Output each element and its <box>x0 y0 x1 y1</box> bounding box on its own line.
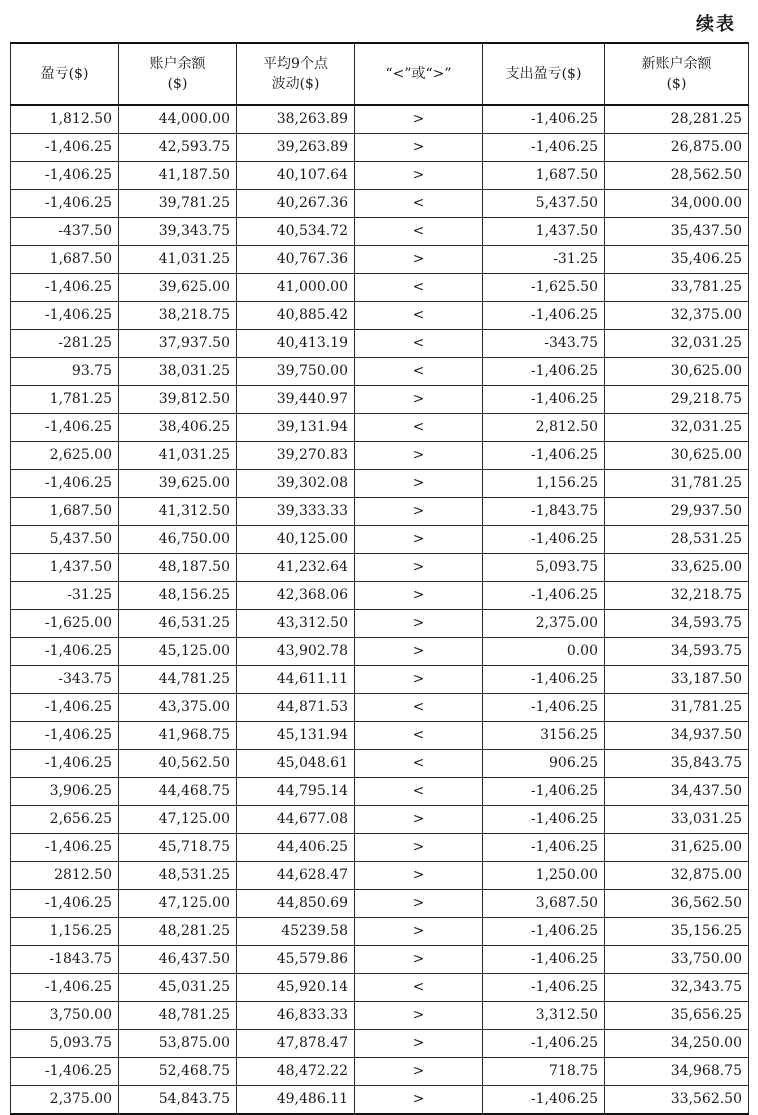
comparison-cell: > <box>355 834 483 862</box>
table-row <box>11 582 749 610</box>
account-balance-cell: 39,625.00 <box>119 470 237 498</box>
comparison-cell: > <box>355 890 483 918</box>
new-balance-cell: 35,843.75 <box>605 750 749 778</box>
profit-loss-cell: -1,406.25 <box>11 162 119 190</box>
account-balance-cell: 39,781.25 <box>119 190 237 218</box>
average-cell: 45239.58 <box>237 918 355 946</box>
new-balance-cell: 34,937.50 <box>605 722 749 750</box>
average-cell: 40,767.36 <box>237 246 355 274</box>
expense-profit-loss-cell: 718.75 <box>483 1058 605 1086</box>
average-cell: 44,795.14 <box>237 778 355 806</box>
expense-profit-loss-cell: -1,625.50 <box>483 274 605 302</box>
comparison-cell: > <box>355 134 483 162</box>
table-row <box>11 974 749 1002</box>
average-cell: 40,534.72 <box>237 218 355 246</box>
average-cell: 44,850.69 <box>237 890 355 918</box>
account-balance-cell: 48,156.25 <box>119 582 237 610</box>
account-balance-cell: 41,312.50 <box>119 498 237 526</box>
account-balance-cell: 40,562.50 <box>119 750 237 778</box>
table-row <box>11 105 749 134</box>
comparison-cell: > <box>355 1086 483 1115</box>
account-balance-cell: 41,968.75 <box>119 722 237 750</box>
new-balance-cell: 32,218.75 <box>605 582 749 610</box>
table-row <box>11 778 749 806</box>
account-balance-cell: 41,031.25 <box>119 442 237 470</box>
header-new-account-balance: 新账户余额 ($) <box>605 43 749 105</box>
table-row <box>11 442 749 470</box>
account-balance-cell: 48,187.50 <box>119 554 237 582</box>
comparison-cell: < <box>355 974 483 1002</box>
average-cell: 39,270.83 <box>237 442 355 470</box>
account-balance-cell: 41,031.25 <box>119 246 237 274</box>
new-balance-cell: 35,406.25 <box>605 246 749 274</box>
comparison-cell: > <box>355 918 483 946</box>
account-balance-cell: 46,437.50 <box>119 946 237 974</box>
comparison-cell: > <box>355 246 483 274</box>
profit-loss-cell: -1,406.25 <box>11 274 119 302</box>
table-row <box>11 722 749 750</box>
average-cell: 40,267.36 <box>237 190 355 218</box>
profit-loss-cell: 1,812.50 <box>11 105 119 134</box>
average-cell: 44,871.53 <box>237 694 355 722</box>
table-row <box>11 666 749 694</box>
account-balance-cell: 48,531.25 <box>119 862 237 890</box>
table-row <box>11 470 749 498</box>
expense-profit-loss-cell: -343.75 <box>483 330 605 358</box>
profit-loss-cell: -1,406.25 <box>11 750 119 778</box>
account-balance-cell: 39,343.75 <box>119 218 237 246</box>
average-cell: 43,902.78 <box>237 638 355 666</box>
account-balance-cell: 37,937.50 <box>119 330 237 358</box>
expense-profit-loss-cell: -1,406.25 <box>483 834 605 862</box>
table-row <box>11 750 749 778</box>
expense-profit-loss-cell: -31.25 <box>483 246 605 274</box>
comparison-cell: < <box>355 330 483 358</box>
new-balance-cell: 34,593.75 <box>605 610 749 638</box>
table-row <box>11 1058 749 1086</box>
comparison-cell: > <box>355 498 483 526</box>
average-cell: 40,885.42 <box>237 302 355 330</box>
account-balance-cell: 44,468.75 <box>119 778 237 806</box>
new-balance-cell: 32,031.25 <box>605 330 749 358</box>
new-balance-cell: 33,031.25 <box>605 806 749 834</box>
average-cell: 44,406.25 <box>237 834 355 862</box>
new-balance-cell: 29,937.50 <box>605 498 749 526</box>
profit-loss-cell: -1,406.25 <box>11 890 119 918</box>
expense-profit-loss-cell: 3,312.50 <box>483 1002 605 1030</box>
profit-loss-cell: 1,781.25 <box>11 386 119 414</box>
average-cell: 39,333.33 <box>237 498 355 526</box>
account-balance-cell: 54,843.75 <box>119 1086 237 1115</box>
table-row <box>11 302 749 330</box>
profit-loss-cell: 5,093.75 <box>11 1030 119 1058</box>
table-row <box>11 414 749 442</box>
comparison-cell: > <box>355 582 483 610</box>
new-balance-cell: 28,531.25 <box>605 526 749 554</box>
profit-loss-cell: 93.75 <box>11 358 119 386</box>
expense-profit-loss-cell: -1,406.25 <box>483 302 605 330</box>
header-profit-loss: 盈亏($) <box>11 43 119 105</box>
new-balance-cell: 26,875.00 <box>605 134 749 162</box>
account-balance-cell: 45,125.00 <box>119 638 237 666</box>
comparison-cell: > <box>355 470 483 498</box>
expense-profit-loss-cell: 3,687.50 <box>483 890 605 918</box>
account-balance-cell: 38,031.25 <box>119 358 237 386</box>
new-balance-cell: 35,437.50 <box>605 218 749 246</box>
header-account-balance: 账户余额 ($) <box>119 43 237 105</box>
account-balance-cell: 45,718.75 <box>119 834 237 862</box>
new-balance-cell: 31,781.25 <box>605 694 749 722</box>
comparison-cell: > <box>355 638 483 666</box>
account-balance-cell: 48,781.25 <box>119 1002 237 1030</box>
header-comparison: “<”或“>” <box>355 43 483 105</box>
comparison-cell: < <box>355 190 483 218</box>
expense-profit-loss-cell: -1,406.25 <box>483 134 605 162</box>
new-balance-cell: 28,281.25 <box>605 105 749 134</box>
new-balance-cell: 33,781.25 <box>605 274 749 302</box>
table-row <box>11 246 749 274</box>
profit-loss-cell: -281.25 <box>11 330 119 358</box>
new-balance-cell: 34,437.50 <box>605 778 749 806</box>
average-cell: 45,048.61 <box>237 750 355 778</box>
table-row <box>11 498 749 526</box>
new-balance-cell: 32,031.25 <box>605 414 749 442</box>
new-balance-cell: 34,968.75 <box>605 1058 749 1086</box>
profit-loss-cell: -1,406.25 <box>11 722 119 750</box>
expense-profit-loss-cell: 5,093.75 <box>483 554 605 582</box>
average-cell: 38,263.89 <box>237 105 355 134</box>
average-cell: 39,131.94 <box>237 414 355 442</box>
comparison-cell: > <box>355 1030 483 1058</box>
table-caption: 续表 <box>696 14 736 35</box>
average-cell: 40,413.19 <box>237 330 355 358</box>
expense-profit-loss-cell: -1,406.25 <box>483 666 605 694</box>
expense-profit-loss-cell: -1,406.25 <box>483 918 605 946</box>
comparison-cell: < <box>355 414 483 442</box>
table-row <box>11 274 749 302</box>
comparison-cell: > <box>355 105 483 134</box>
new-balance-cell: 33,750.00 <box>605 946 749 974</box>
new-balance-cell: 31,625.00 <box>605 834 749 862</box>
expense-profit-loss-cell: -1,406.25 <box>483 105 605 134</box>
expense-profit-loss-cell: -1,406.25 <box>483 974 605 1002</box>
profit-loss-cell: 1,687.50 <box>11 246 119 274</box>
profit-loss-cell: 3,750.00 <box>11 1002 119 1030</box>
table-row <box>11 890 749 918</box>
profit-loss-cell: 5,437.50 <box>11 526 119 554</box>
average-cell: 43,312.50 <box>237 610 355 638</box>
expense-profit-loss-cell: 5,437.50 <box>483 190 605 218</box>
expense-profit-loss-cell: 3156.25 <box>483 722 605 750</box>
average-cell: 45,131.94 <box>237 722 355 750</box>
account-balance-cell: 41,187.50 <box>119 162 237 190</box>
average-cell: 49,486.11 <box>237 1086 355 1115</box>
expense-profit-loss-cell: -1,406.25 <box>483 1030 605 1058</box>
account-balance-cell: 47,125.00 <box>119 806 237 834</box>
profit-loss-cell: 2,625.00 <box>11 442 119 470</box>
profit-loss-cell: -1,406.25 <box>11 638 119 666</box>
comparison-cell: > <box>355 610 483 638</box>
average-cell: 39,440.97 <box>237 386 355 414</box>
profit-loss-cell: -1843.75 <box>11 946 119 974</box>
average-cell: 47,878.47 <box>237 1030 355 1058</box>
average-cell: 40,125.00 <box>237 526 355 554</box>
average-cell: 44,628.47 <box>237 862 355 890</box>
new-balance-cell: 28,562.50 <box>605 162 749 190</box>
profit-loss-cell: -1,406.25 <box>11 1058 119 1086</box>
profit-loss-cell: -1,406.25 <box>11 414 119 442</box>
new-balance-cell: 30,625.00 <box>605 442 749 470</box>
account-balance-cell: 44,781.25 <box>119 666 237 694</box>
expense-profit-loss-cell: -1,406.25 <box>483 386 605 414</box>
account-balance-cell: 53,875.00 <box>119 1030 237 1058</box>
profit-loss-cell: -1,406.25 <box>11 974 119 1002</box>
average-cell: 39,302.08 <box>237 470 355 498</box>
table-body <box>11 105 749 1114</box>
table-row <box>11 918 749 946</box>
profit-loss-cell: 2812.50 <box>11 862 119 890</box>
profit-loss-cell: -1,406.25 <box>11 302 119 330</box>
header-expense-profit-loss: 支出盈亏($) <box>483 43 605 105</box>
expense-profit-loss-cell: -1,406.25 <box>483 1086 605 1115</box>
profit-loss-cell: 1,156.25 <box>11 918 119 946</box>
account-balance-cell: 45,031.25 <box>119 974 237 1002</box>
expense-profit-loss-cell: -1,843.75 <box>483 498 605 526</box>
table-row <box>11 862 749 890</box>
new-balance-cell: 30,625.00 <box>605 358 749 386</box>
average-cell: 39,263.89 <box>237 134 355 162</box>
comparison-cell: > <box>355 806 483 834</box>
profit-loss-cell: 2,375.00 <box>11 1086 119 1115</box>
new-balance-cell: 34,593.75 <box>605 638 749 666</box>
average-cell: 48,472.22 <box>237 1058 355 1086</box>
table-row <box>11 834 749 862</box>
average-cell: 40,107.64 <box>237 162 355 190</box>
expense-profit-loss-cell: -1,406.25 <box>483 694 605 722</box>
account-balance-cell: 43,375.00 <box>119 694 237 722</box>
comparison-cell: > <box>355 1058 483 1086</box>
table-row <box>11 526 749 554</box>
table-row <box>11 638 749 666</box>
table-row <box>11 330 749 358</box>
profit-loss-cell: -1,625.00 <box>11 610 119 638</box>
account-balance-cell: 39,625.00 <box>119 274 237 302</box>
new-balance-cell: 33,562.50 <box>605 1086 749 1115</box>
profit-loss-cell: 1,437.50 <box>11 554 119 582</box>
profit-loss-cell: -437.50 <box>11 218 119 246</box>
comparison-cell: > <box>355 162 483 190</box>
expense-profit-loss-cell: 906.25 <box>483 750 605 778</box>
new-balance-cell: 34,000.00 <box>605 190 749 218</box>
new-balance-cell: 31,781.25 <box>605 470 749 498</box>
table-row <box>11 386 749 414</box>
table-row <box>11 162 749 190</box>
account-balance-cell: 39,812.50 <box>119 386 237 414</box>
expense-profit-loss-cell: -1,406.25 <box>483 442 605 470</box>
account-balance-cell: 38,406.25 <box>119 414 237 442</box>
profit-loss-cell: -1,406.25 <box>11 470 119 498</box>
account-balance-cell: 44,000.00 <box>119 105 237 134</box>
expense-profit-loss-cell: -1,406.25 <box>483 526 605 554</box>
expense-profit-loss-cell: -1,406.25 <box>483 806 605 834</box>
profit-loss-cell: 2,656.25 <box>11 806 119 834</box>
average-cell: 41,000.00 <box>237 274 355 302</box>
profit-loss-cell: -1,406.25 <box>11 190 119 218</box>
average-cell: 46,833.33 <box>237 1002 355 1030</box>
account-balance-cell: 52,468.75 <box>119 1058 237 1086</box>
comparison-cell: > <box>355 526 483 554</box>
expense-profit-loss-cell: 0.00 <box>483 638 605 666</box>
comparison-cell: > <box>355 1002 483 1030</box>
comparison-cell: > <box>355 862 483 890</box>
new-balance-cell: 32,375.00 <box>605 302 749 330</box>
profit-loss-cell: -1,406.25 <box>11 134 119 162</box>
comparison-cell: < <box>355 750 483 778</box>
comparison-cell: > <box>355 386 483 414</box>
average-cell: 44,677.08 <box>237 806 355 834</box>
new-balance-cell: 29,218.75 <box>605 386 749 414</box>
average-cell: 44,611.11 <box>237 666 355 694</box>
header-9-point-average: 平均9个点 波动($) <box>237 43 355 105</box>
comparison-cell: < <box>355 358 483 386</box>
comparison-cell: < <box>355 778 483 806</box>
expense-profit-loss-cell: -1,406.25 <box>483 358 605 386</box>
data-table <box>10 42 749 1115</box>
comparison-cell: > <box>355 554 483 582</box>
header-row <box>11 43 749 105</box>
average-cell: 42,368.06 <box>237 582 355 610</box>
expense-profit-loss-cell: -1,406.25 <box>483 946 605 974</box>
table-row <box>11 1030 749 1058</box>
average-cell: 41,232.64 <box>237 554 355 582</box>
comparison-cell: > <box>355 666 483 694</box>
table-row <box>11 806 749 834</box>
account-balance-cell: 42,593.75 <box>119 134 237 162</box>
expense-profit-loss-cell: 1,687.50 <box>483 162 605 190</box>
new-balance-cell: 35,156.25 <box>605 918 749 946</box>
table-row <box>11 610 749 638</box>
comparison-cell: < <box>355 722 483 750</box>
profit-loss-cell: -343.75 <box>11 666 119 694</box>
comparison-cell: > <box>355 946 483 974</box>
account-balance-cell: 47,125.00 <box>119 890 237 918</box>
comparison-cell: < <box>355 302 483 330</box>
table-row <box>11 190 749 218</box>
account-balance-cell: 46,531.25 <box>119 610 237 638</box>
profit-loss-cell: -31.25 <box>11 582 119 610</box>
expense-profit-loss-cell: 1,250.00 <box>483 862 605 890</box>
average-cell: 45,920.14 <box>237 974 355 1002</box>
expense-profit-loss-cell: -1,406.25 <box>483 582 605 610</box>
table-row <box>11 218 749 246</box>
new-balance-cell: 33,187.50 <box>605 666 749 694</box>
expense-profit-loss-cell: -1,406.25 <box>483 778 605 806</box>
account-balance-cell: 48,281.25 <box>119 918 237 946</box>
table-row <box>11 1086 749 1115</box>
new-balance-cell: 35,656.25 <box>605 1002 749 1030</box>
profit-loss-cell: 3,906.25 <box>11 778 119 806</box>
table-row <box>11 946 749 974</box>
expense-profit-loss-cell: 2,375.00 <box>483 610 605 638</box>
comparison-cell: < <box>355 694 483 722</box>
new-balance-cell: 33,625.00 <box>605 554 749 582</box>
new-balance-cell: 32,875.00 <box>605 862 749 890</box>
new-balance-cell: 34,250.00 <box>605 1030 749 1058</box>
table-row <box>11 1002 749 1030</box>
new-balance-cell: 36,562.50 <box>605 890 749 918</box>
profit-loss-cell: 1,687.50 <box>11 498 119 526</box>
comparison-cell: < <box>355 218 483 246</box>
expense-profit-loss-cell: 1,437.50 <box>483 218 605 246</box>
average-cell: 45,579.86 <box>237 946 355 974</box>
average-cell: 39,750.00 <box>237 358 355 386</box>
profit-loss-cell: -1,406.25 <box>11 834 119 862</box>
profit-loss-cell: -1,406.25 <box>11 694 119 722</box>
account-balance-cell: 46,750.00 <box>119 526 237 554</box>
account-balance-cell: 38,218.75 <box>119 302 237 330</box>
comparison-cell: > <box>355 442 483 470</box>
comparison-cell: < <box>355 274 483 302</box>
table-row <box>11 358 749 386</box>
new-balance-cell: 32,343.75 <box>605 974 749 1002</box>
expense-profit-loss-cell: 1,156.25 <box>483 470 605 498</box>
table-row <box>11 554 749 582</box>
table-row <box>11 694 749 722</box>
table-row <box>11 134 749 162</box>
expense-profit-loss-cell: 2,812.50 <box>483 414 605 442</box>
